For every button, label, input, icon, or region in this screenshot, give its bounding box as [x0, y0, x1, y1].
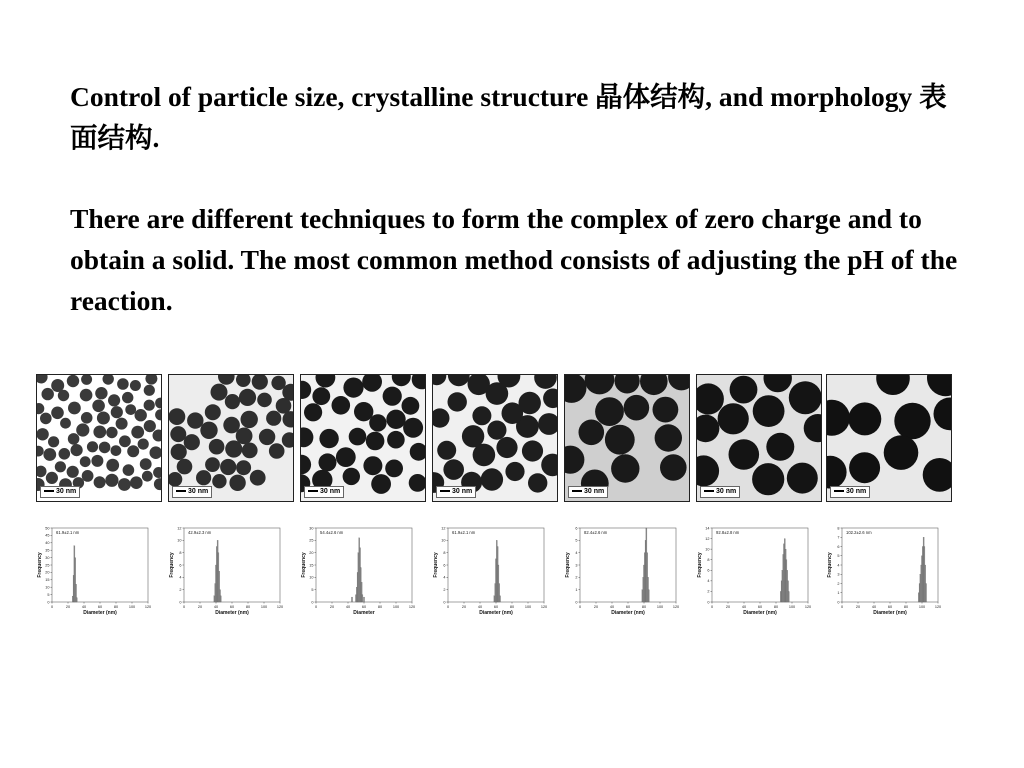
y-tick-label: 4	[837, 563, 840, 568]
nanoparticle	[68, 433, 80, 445]
y-tick-label: 35	[45, 548, 50, 553]
tem-image-4	[432, 374, 558, 502]
y-tick-label: 12	[705, 536, 710, 541]
x-tick-label: 120	[408, 605, 416, 609]
nanoparticle	[68, 402, 81, 415]
y-tick-label: 0	[47, 600, 50, 605]
x-axis-label: Diameter (nm)	[743, 610, 777, 616]
x-tick-label: 0	[840, 605, 844, 609]
tem-image-3	[300, 374, 426, 502]
scale-bar: 30 nm	[436, 486, 476, 498]
nanoparticle	[187, 412, 203, 428]
y-tick-label: 0	[837, 600, 840, 605]
nanoparticle	[122, 392, 133, 403]
x-tick-label: 60	[229, 605, 235, 609]
nanoparticle	[383, 387, 402, 406]
x-tick-label: 100	[128, 605, 136, 609]
nanoparticle	[402, 397, 420, 415]
nanoparticle	[472, 406, 491, 425]
nanoparticle	[171, 444, 187, 460]
nanoparticle	[528, 473, 547, 492]
y-tick-label: 6	[443, 563, 446, 568]
nanoparticle	[60, 418, 71, 429]
x-tick-label: 20	[65, 605, 71, 609]
nanoparticle	[343, 378, 363, 398]
nanoparticle	[205, 404, 221, 420]
nanoparticle	[236, 428, 253, 445]
x-tick-label: 80	[641, 605, 647, 609]
histogram-bar	[351, 597, 352, 602]
y-axis-label: Frequency	[37, 552, 43, 578]
y-axis-label: Frequency	[301, 552, 307, 578]
nanoparticle	[130, 380, 141, 391]
nanoparticle	[119, 435, 131, 447]
y-tick-label: 2	[575, 575, 578, 580]
nanoparticle	[105, 474, 118, 487]
nanoparticle	[319, 453, 337, 471]
histogram-7	[826, 522, 944, 618]
y-tick-label: 4	[179, 575, 182, 580]
nanoparticle	[448, 392, 467, 411]
x-tick-label: 20	[725, 605, 731, 609]
size-annotation: 61.9±2.1 nm	[452, 530, 476, 535]
x-tick-label: 100	[524, 605, 532, 609]
size-annotation: 92.8±2.8 nm	[716, 530, 740, 535]
intro-paragraph: Control of particle size, crystalline structure 晶体结构, and morphology 表面结构.	[70, 81, 947, 153]
nanoparticle	[753, 395, 785, 427]
histogram-bar	[76, 598, 77, 602]
histogram-4	[432, 522, 550, 618]
y-tick-label: 15	[309, 563, 314, 568]
nanoparticle	[653, 397, 679, 423]
nanoparticle	[43, 448, 56, 461]
nanoparticle	[140, 458, 152, 470]
nanoparticle	[437, 441, 456, 460]
nanoparticle	[385, 460, 403, 478]
x-tick-label: 80	[113, 605, 119, 609]
nanoparticle	[789, 381, 821, 414]
y-tick-label: 2	[443, 587, 446, 592]
x-tick-label: 0	[446, 605, 450, 609]
x-tick-label: 20	[593, 605, 599, 609]
y-tick-label: 14	[705, 526, 710, 531]
x-tick-label: 120	[804, 605, 812, 609]
y-tick-label: 25	[309, 538, 314, 543]
y-tick-label: 1	[837, 591, 840, 596]
y-tick-label: 2	[837, 581, 840, 586]
method-paragraph: There are different techniques to form the complex of zero charge and to obtain a solid. The most common method consists of adjusting the pH of the reaction.	[70, 203, 958, 316]
scale-bar: 30 nm	[700, 486, 740, 498]
nanoparticle	[51, 379, 64, 392]
nanoparticle	[117, 378, 129, 390]
y-tick-label: 6	[707, 568, 710, 573]
y-tick-label: 10	[177, 538, 182, 543]
y-axis-label: Frequency	[697, 552, 703, 578]
nanoparticle	[369, 414, 386, 431]
nanoparticle	[71, 444, 83, 456]
nanoparticle	[486, 382, 509, 405]
nanoparticle	[46, 472, 58, 484]
nanoparticle	[730, 376, 758, 404]
y-tick-label: 0	[311, 600, 314, 605]
y-tick-label: 8	[707, 558, 710, 563]
nanoparticle	[144, 420, 156, 432]
nanoparticle	[269, 443, 285, 459]
histogram-bar	[362, 595, 363, 602]
nanoparticle	[80, 456, 91, 467]
size-annotation: 102.2±2.6 nm	[846, 530, 872, 535]
nanoparticle	[660, 454, 687, 481]
tem-image-6	[696, 374, 822, 502]
size-annotation: 42.9±2.3 nm	[188, 530, 212, 535]
nanoparticle	[205, 457, 220, 472]
y-tick-label: 4	[575, 550, 578, 555]
x-tick-label: 40	[345, 605, 351, 609]
nanoparticle	[655, 424, 682, 451]
nanoparticle	[131, 426, 144, 439]
x-tick-label: 0	[50, 605, 54, 609]
x-tick-label: 100	[918, 605, 926, 609]
nanoparticle	[505, 462, 524, 481]
plot-frame	[580, 528, 676, 602]
y-tick-label: 30	[309, 526, 314, 531]
nanoparticle	[91, 455, 103, 467]
size-annotation: 82.4±2.6 nm	[584, 530, 608, 535]
x-tick-label: 100	[392, 605, 400, 609]
histogram-1	[36, 522, 154, 618]
x-tick-label: 60	[361, 605, 367, 609]
nanoparticle	[363, 456, 382, 475]
nanoparticle	[111, 406, 123, 418]
y-tick-label: 12	[177, 526, 182, 531]
tem-image-2	[168, 374, 294, 502]
y-tick-label: 6	[179, 563, 182, 568]
nanoparticle	[371, 474, 391, 494]
nanoparticle	[123, 464, 135, 476]
tem-image-7	[826, 374, 952, 502]
y-tick-label: 10	[45, 585, 50, 590]
size-annotation: 54.4±2.6 nm	[320, 530, 344, 535]
x-tick-label: 60	[625, 605, 631, 609]
nanoparticle	[487, 421, 506, 440]
nanoparticle	[170, 426, 186, 442]
x-tick-label: 120	[276, 605, 284, 609]
y-tick-label: 3	[837, 572, 840, 577]
nanoparticle	[349, 428, 367, 446]
nanoparticle	[212, 474, 226, 488]
x-tick-label: 60	[887, 605, 893, 609]
nanoparticle	[116, 418, 128, 430]
nanoparticle	[82, 470, 94, 482]
nanoparticle	[169, 408, 185, 425]
x-tick-label: 40	[213, 605, 219, 609]
nanoparticle	[522, 440, 543, 461]
nanoparticle	[93, 426, 106, 439]
nanoparticle	[55, 461, 66, 472]
histogram-bar	[925, 584, 926, 603]
x-tick-label: 20	[197, 605, 203, 609]
y-axis-label: Frequency	[565, 552, 571, 578]
nanoparticle	[343, 468, 360, 485]
y-tick-label: 20	[45, 570, 50, 575]
nanoparticle	[80, 389, 93, 402]
y-tick-label: 10	[705, 547, 710, 552]
nanoparticle	[473, 444, 496, 467]
x-tick-label: 80	[903, 605, 909, 609]
nanoparticle	[142, 471, 153, 482]
nanoparticle	[366, 432, 385, 451]
histogram-bar	[363, 597, 364, 602]
nanoparticle	[848, 402, 881, 435]
x-axis-label: Diameter (nm)	[611, 610, 645, 616]
x-tick-label: 40	[609, 605, 615, 609]
x-tick-label: 40	[741, 605, 747, 609]
nanoparticle	[209, 439, 225, 455]
plot-frame	[184, 528, 280, 602]
y-tick-label: 10	[309, 575, 314, 580]
y-tick-label: 8	[443, 550, 446, 555]
x-tick-label: 40	[81, 605, 87, 609]
nanoparticle	[220, 459, 236, 475]
histogram-bar	[220, 596, 221, 602]
x-tick-label: 80	[773, 605, 779, 609]
y-axis-label: Frequency	[433, 552, 439, 578]
nanoparticle	[211, 384, 228, 401]
nanoparticle	[92, 400, 105, 413]
size-annotation: 61.9±2.1 nm	[56, 530, 80, 535]
nanoparticle	[605, 425, 635, 455]
nanoparticle	[787, 463, 818, 494]
nanoparticle	[766, 433, 794, 461]
scale-bar: 30 nm	[568, 486, 608, 498]
x-tick-label: 60	[757, 605, 763, 609]
y-tick-label: 5	[575, 538, 578, 543]
y-tick-label: 45	[45, 533, 50, 538]
nanoparticle	[67, 375, 79, 387]
nanoparticle	[250, 470, 266, 486]
nanoparticle	[849, 452, 880, 483]
nanoparticle	[729, 439, 760, 470]
nanoparticle	[81, 412, 93, 424]
y-tick-label: 15	[45, 578, 50, 583]
y-tick-label: 5	[311, 587, 314, 592]
x-tick-label: 100	[788, 605, 796, 609]
scale-bar: 30 nm	[40, 486, 80, 498]
nanoparticle	[51, 407, 64, 420]
nanoparticle	[94, 476, 106, 488]
scale-bar: 30 nm	[172, 486, 212, 498]
nanoparticle	[242, 443, 258, 459]
nanoparticle	[106, 459, 119, 472]
nanoparticle	[108, 394, 120, 406]
tem-image-1	[36, 374, 162, 502]
nanoparticle	[257, 393, 272, 408]
nanoparticle	[42, 388, 54, 400]
nanoparticle	[125, 404, 136, 415]
x-axis-label: Diameter	[353, 610, 375, 616]
y-tick-label: 25	[45, 563, 50, 568]
y-tick-label: 0	[179, 600, 182, 605]
nanoparticle	[138, 439, 149, 450]
y-tick-label: 6	[837, 544, 840, 549]
y-tick-label: 2	[179, 587, 182, 592]
y-tick-label: 7	[837, 535, 840, 540]
x-tick-label: 0	[578, 605, 582, 609]
histogram-6	[696, 522, 814, 618]
x-tick-label: 40	[871, 605, 877, 609]
nanoparticle	[259, 429, 275, 445]
x-axis-label: Diameter (nm)	[83, 610, 117, 616]
nanoparticle	[611, 454, 639, 482]
nanoparticle	[894, 403, 930, 439]
x-tick-label: 0	[710, 605, 714, 609]
histogram-3	[300, 522, 418, 618]
nanoparticle	[319, 429, 338, 448]
histogram-bar	[499, 596, 500, 602]
nanoparticle	[496, 437, 517, 458]
x-axis-label: Diameter (nm)	[215, 610, 249, 616]
y-tick-label: 30	[45, 555, 50, 560]
nanoparticle	[241, 411, 258, 428]
x-tick-label: 120	[144, 605, 152, 609]
nanoparticle	[443, 459, 464, 480]
nanoparticle	[718, 403, 749, 434]
x-tick-label: 80	[509, 605, 515, 609]
plot-frame	[316, 528, 412, 602]
nanoparticle	[106, 427, 117, 438]
nanoparticle	[135, 409, 147, 421]
nanoparticle	[884, 435, 919, 470]
y-tick-label: 0	[707, 600, 710, 605]
y-tick-label: 40	[45, 541, 50, 546]
nanoparticle	[332, 396, 351, 415]
histogram-bar	[648, 590, 649, 602]
nanoparticle	[387, 431, 405, 449]
histogram-2	[168, 522, 286, 618]
nanoparticle	[97, 412, 110, 425]
nanoparticle	[76, 423, 89, 436]
scale-bar: 30 nm	[830, 486, 870, 498]
nanoparticle	[579, 420, 605, 446]
y-tick-label: 1	[575, 587, 578, 592]
scale-bar: 30 nm	[304, 486, 344, 498]
y-tick-label: 4	[443, 575, 446, 580]
tem-image-5	[564, 374, 690, 502]
nanoparticle	[144, 400, 155, 411]
y-tick-label: 0	[443, 600, 446, 605]
nanoparticle	[595, 397, 624, 426]
nanoparticle	[95, 387, 107, 399]
y-tick-label: 4	[707, 579, 710, 584]
nanoparticle	[336, 447, 356, 467]
y-tick-label: 10	[441, 538, 446, 543]
x-tick-label: 120	[672, 605, 680, 609]
nanoparticle	[403, 418, 423, 438]
nanoparticle	[130, 476, 143, 489]
nanoparticle	[236, 460, 251, 475]
nanoparticle	[624, 395, 650, 421]
nanoparticle	[519, 392, 541, 414]
x-axis-label: Diameter (nm)	[479, 610, 513, 616]
y-tick-label: 20	[309, 550, 314, 555]
histogram-bar	[788, 591, 789, 602]
x-tick-label: 40	[477, 605, 483, 609]
nanoparticle	[386, 410, 405, 429]
nanoparticle	[184, 434, 200, 450]
nanoparticle	[99, 442, 111, 454]
histogram-5	[564, 522, 682, 618]
x-tick-label: 80	[245, 605, 251, 609]
x-tick-label: 120	[934, 605, 942, 609]
nanoparticle	[312, 387, 330, 405]
nanoparticle	[177, 459, 193, 475]
nanoparticle	[67, 466, 79, 478]
y-tick-label: 5	[837, 554, 840, 559]
nanoparticle	[225, 394, 240, 409]
y-tick-label: 50	[45, 526, 50, 531]
nanoparticle	[196, 470, 211, 485]
nanoparticle	[304, 403, 322, 421]
nanoparticle	[118, 478, 131, 491]
y-axis-label: Frequency	[827, 552, 833, 578]
nanoparticle	[239, 389, 256, 406]
x-tick-label: 120	[540, 605, 548, 609]
x-tick-label: 100	[260, 605, 268, 609]
x-tick-label: 60	[97, 605, 103, 609]
y-tick-label: 6	[575, 526, 578, 531]
x-tick-label: 60	[493, 605, 499, 609]
y-axis-label: Frequency	[169, 552, 175, 578]
plot-frame	[712, 528, 808, 602]
nanoparticle	[59, 448, 71, 460]
y-tick-label: 0	[575, 600, 578, 605]
nanoparticle	[481, 468, 503, 490]
y-tick-label: 8	[837, 526, 840, 531]
x-axis-label: Diameter (nm)	[873, 610, 907, 616]
nanoparticle	[752, 463, 784, 495]
x-tick-label: 20	[855, 605, 861, 609]
nanoparticle	[200, 422, 217, 439]
x-tick-label: 0	[314, 605, 318, 609]
nanoparticle	[48, 436, 59, 447]
nanoparticle	[40, 413, 52, 425]
plot-frame	[52, 528, 148, 602]
nanoparticle	[111, 445, 122, 456]
x-tick-label: 20	[461, 605, 467, 609]
y-tick-label: 3	[575, 563, 578, 568]
x-tick-label: 20	[329, 605, 335, 609]
y-tick-label: 5	[47, 592, 50, 597]
nanoparticle	[144, 385, 155, 396]
nanoparticle	[266, 411, 281, 426]
y-tick-label: 12	[441, 526, 446, 531]
x-tick-label: 0	[182, 605, 186, 609]
nanoparticle	[229, 475, 245, 491]
x-tick-label: 100	[656, 605, 664, 609]
y-tick-label: 8	[179, 550, 182, 555]
y-tick-label: 2	[707, 589, 710, 594]
nanoparticle	[127, 445, 139, 457]
x-tick-label: 80	[377, 605, 383, 609]
nanoparticle	[87, 441, 98, 452]
